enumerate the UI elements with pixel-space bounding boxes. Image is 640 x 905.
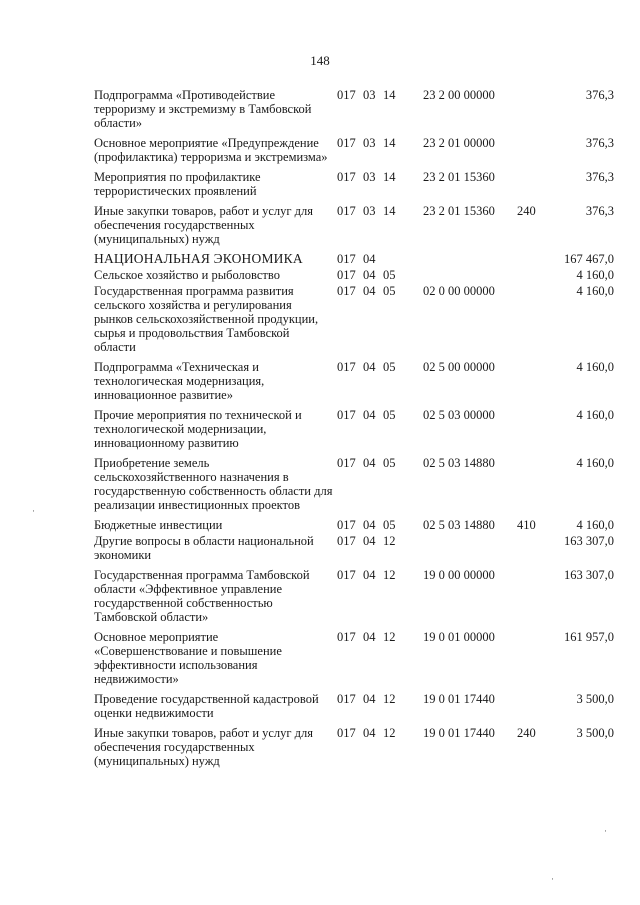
row-sum: 3 500,0 — [576, 692, 614, 706]
scan-speck: · — [551, 874, 554, 884]
table-row — [94, 518, 614, 534]
row-gr-code: 017 — [337, 518, 356, 532]
row-gr-code: 017 — [337, 408, 356, 422]
table-row — [94, 726, 614, 774]
row-pr-code: 05 — [383, 408, 396, 422]
budget-rows — [94, 88, 614, 774]
row-gr-code: 017 — [337, 360, 356, 374]
row-pr-code: 14 — [383, 204, 396, 218]
row-name: Государственная программа Тамбовской области «Эффективное управление государственной собственностью Тамбовской области» — [94, 568, 310, 624]
row-name: Подпрограмма «Противодействие терроризму и экстремизму в Тамбовской области» — [94, 88, 312, 130]
row-cs-code: 19 0 01 00000 — [423, 630, 495, 644]
row-vr-code — [517, 630, 547, 692]
row-gr-code: 017 — [337, 170, 356, 184]
row-cs-code: 02 0 00 00000 — [423, 284, 495, 298]
row-pr-code: 05 — [383, 360, 396, 374]
row-gr-code: 017 — [337, 534, 356, 548]
row-vr-code — [517, 408, 547, 456]
row-name: Иные закупки товаров, работ и услуг для обеспечения государственных (муниципальных) нужд — [94, 726, 314, 768]
table-row — [94, 360, 614, 408]
row-name: Проведение государственной кадастровой оценки недвижимости — [94, 692, 319, 720]
row-rz-code: 04 — [363, 630, 376, 644]
row-pr-code: 05 — [383, 456, 396, 470]
row-name: Сельское хозяйство и рыболовство — [94, 268, 280, 282]
row-name: Приобретение земель сельскохозяйственного назначения в государственную собственность области для реализации инвестиционных проектов — [94, 456, 333, 512]
row-pr-code: 12 — [383, 630, 396, 644]
row-name: Мероприятия по профилактике террористических проявлений — [94, 170, 261, 198]
row-cs-code: 23 2 01 15360 — [423, 170, 495, 184]
row-vr-code — [517, 136, 547, 170]
row-gr-code: 017 — [337, 252, 356, 266]
row-gr-code: 017 — [337, 456, 356, 470]
row-rz-code: 04 — [363, 456, 376, 470]
row-sum: 4 160,0 — [576, 360, 614, 374]
row-sum: 3 500,0 — [576, 726, 614, 740]
table-row — [94, 630, 614, 692]
scan-speck: · — [604, 826, 607, 836]
row-name: Другие вопросы в области национальной экономики — [94, 534, 314, 562]
row-pr-code: 12 — [383, 692, 396, 706]
row-cs-code — [423, 534, 517, 568]
row-sum: 161 957,0 — [564, 630, 614, 644]
table-row — [94, 170, 614, 204]
row-vr-code — [517, 568, 547, 630]
table-row — [94, 456, 614, 518]
row-sum: 4 160,0 — [576, 284, 614, 298]
row-vr-code: 410 — [517, 518, 536, 532]
row-rz-code: 04 — [363, 692, 376, 706]
row-cs-code: 23 2 00 00000 — [423, 88, 495, 102]
scan-speck: · — [32, 506, 35, 516]
row-pr-code: 12 — [383, 726, 396, 740]
row-name: Государственная программа развития сельского хозяйства и регулирования рынков сельскохозяйственной продукции, сырья и продовольствия Тамбовской области — [94, 284, 319, 354]
row-name: Основное мероприятие «Совершенствование и повышение эффективности использования недвижимости» — [94, 630, 282, 686]
row-pr-code: 12 — [383, 534, 396, 548]
table-row — [94, 692, 614, 726]
row-sum: 4 160,0 — [576, 268, 614, 282]
row-gr-code: 017 — [337, 726, 356, 740]
row-vr-code — [517, 170, 547, 204]
row-cs-code: 23 2 01 15360 — [423, 204, 495, 218]
row-pr-code: 05 — [383, 268, 396, 282]
row-pr-code: 05 — [383, 284, 396, 298]
row-vr-code — [517, 692, 547, 726]
table-row — [94, 284, 614, 360]
row-gr-code: 017 — [337, 284, 356, 298]
row-gr-code: 017 — [337, 88, 356, 102]
row-cs-code: 19 0 01 17440 — [423, 692, 495, 706]
row-vr-code — [517, 456, 547, 518]
row-pr-code: 14 — [383, 170, 396, 184]
row-rz-code: 04 — [363, 726, 376, 740]
row-vr-code: 240 — [517, 204, 536, 218]
row-sum: 4 160,0 — [576, 518, 614, 532]
row-gr-code: 017 — [337, 692, 356, 706]
row-cs-code: 02 5 03 00000 — [423, 408, 495, 422]
row-sum: 163 307,0 — [564, 568, 614, 582]
row-sum: 163 307,0 — [564, 534, 614, 548]
row-rz-code: 04 — [363, 268, 376, 282]
row-pr-code: 05 — [383, 518, 396, 532]
row-vr-code — [517, 88, 547, 136]
table-row — [94, 568, 614, 630]
row-sum: 376,3 — [585, 88, 614, 102]
row-gr-code: 017 — [337, 136, 356, 150]
row-cs-code — [423, 268, 517, 284]
row-cs-code — [423, 252, 517, 268]
row-sum: 376,3 — [585, 170, 614, 184]
row-rz-code: 04 — [363, 534, 376, 548]
row-vr-code — [517, 268, 547, 284]
row-vr-code — [517, 252, 547, 268]
row-sum: 4 160,0 — [576, 456, 614, 470]
row-cs-code: 02 5 00 00000 — [423, 360, 495, 374]
row-rz-code: 04 — [363, 518, 376, 532]
row-sum: 376,3 — [585, 204, 614, 218]
row-rz-code: 04 — [363, 568, 376, 582]
row-name: НАЦИОНАЛЬНАЯ ЭКОНОМИКА — [94, 251, 303, 266]
row-name: Иные закупки товаров, работ и услуг для обеспечения государственных (муниципальных) нужд — [94, 204, 314, 246]
row-name: Прочие мероприятия по технической и технологической модернизации, инновационному развитию — [94, 408, 302, 450]
row-sum: 4 160,0 — [576, 408, 614, 422]
table-row — [94, 136, 614, 170]
row-cs-code: 02 5 03 14880 — [423, 456, 495, 470]
row-rz-code: 03 — [363, 88, 376, 102]
row-name: Основное мероприятие «Предупреждение (профилактика) терроризма и экстремизма» — [94, 136, 328, 164]
row-name: Бюджетные инвестиции — [94, 518, 223, 532]
row-name: Подпрограмма «Техническая и технологическая модернизация, инновационное развитие» — [94, 360, 265, 402]
row-cs-code: 19 0 00 00000 — [423, 568, 495, 582]
table-row — [94, 88, 614, 136]
table-row — [94, 268, 614, 284]
row-rz-code: 04 — [363, 284, 376, 298]
row-vr-code — [517, 534, 547, 568]
table-row — [94, 252, 614, 268]
row-rz-code: 04 — [363, 408, 376, 422]
row-sum: 376,3 — [585, 136, 614, 150]
row-cs-code: 19 0 01 17440 — [423, 726, 495, 740]
budget-table — [94, 88, 614, 774]
row-vr-code — [517, 360, 547, 408]
table-row — [94, 204, 614, 252]
row-pr-code: 14 — [383, 136, 396, 150]
row-rz-code: 04 — [363, 252, 376, 266]
row-rz-code: 04 — [363, 360, 376, 374]
row-rz-code: 03 — [363, 170, 376, 184]
row-gr-code: 017 — [337, 568, 356, 582]
row-gr-code: 017 — [337, 630, 356, 644]
row-pr-code: 14 — [383, 88, 396, 102]
row-vr-code — [517, 284, 547, 360]
row-gr-code: 017 — [337, 268, 356, 282]
row-sum: 167 467,0 — [564, 252, 614, 266]
row-pr-code: 12 — [383, 568, 396, 582]
page-number: 148 — [310, 53, 330, 68]
table-row — [94, 534, 614, 568]
row-gr-code: 017 — [337, 204, 356, 218]
row-pr-code — [383, 252, 423, 268]
row-cs-code: 23 2 01 00000 — [423, 136, 495, 150]
row-cs-code: 02 5 03 14880 — [423, 518, 495, 532]
row-rz-code: 03 — [363, 136, 376, 150]
row-rz-code: 03 — [363, 204, 376, 218]
table-row — [94, 408, 614, 456]
row-vr-code: 240 — [517, 726, 536, 740]
